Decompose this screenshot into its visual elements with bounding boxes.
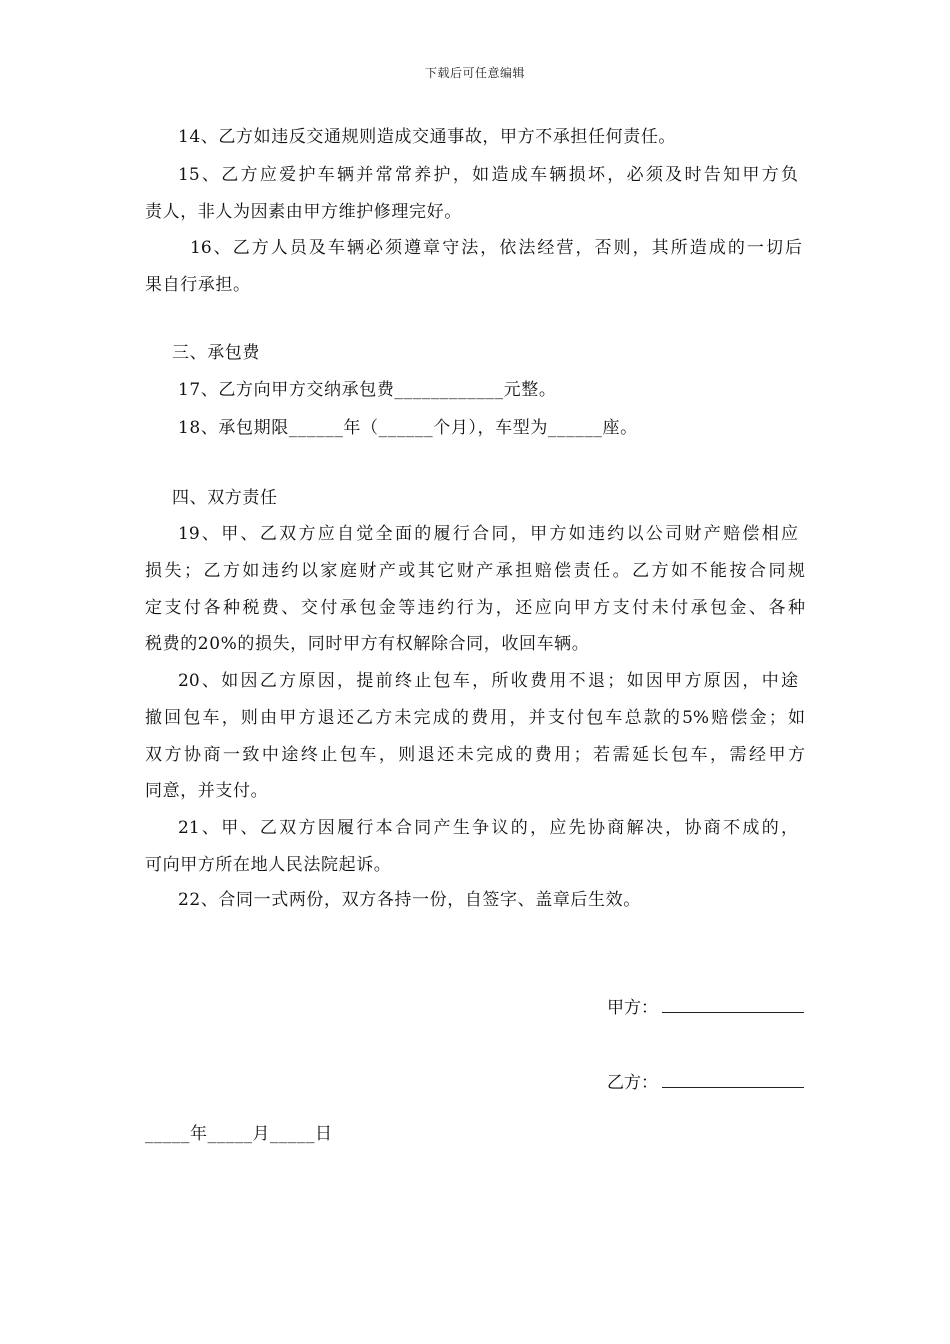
page-header: 下载后可任意编辑 — [424, 66, 525, 80]
signing-date: _____年_____月_____日 — [145, 1124, 333, 1144]
party-a-signature — [607, 998, 804, 1018]
clause-19-line-4: 税费的20%的损失，同时甲方有权解除合同，收回车辆。 — [145, 634, 590, 654]
clause-14: 14、乙方如违反交通规则造成交通事故，甲方不承担任何责任。 — [178, 127, 677, 147]
clause-22: 22、合同一式两份，双方各持一份，自签字、盖章后生效。 — [178, 890, 641, 910]
clause-18: 18、承包期限______年（______个月），车型为______座。 — [178, 418, 638, 438]
clause-20-line-1: 20、如因乙方原因，提前终止包车，所收费用不退；如因甲方原因，中途 — [178, 671, 798, 691]
clause-17: 17、乙方向甲方交纳承包费____________元整。 — [178, 380, 557, 400]
clause-16-line-2: 果自行承担。 — [145, 275, 251, 295]
clause-20-line-4: 同意，并支付。 — [145, 781, 269, 801]
party-b-signature-line[interactable] — [662, 1073, 804, 1088]
clause-19-line-3: 定支付各种税费、交付承包金等违约行为，还应向甲方支付未付承包金、各种 — [145, 598, 805, 618]
party-a-label: 甲方： — [607, 998, 658, 1018]
clause-19-line-2: 损失；乙方如违约以家庭财产或其它财产承担赔偿责任。乙方如不能按合同规 — [145, 561, 805, 581]
clause-21-line-2: 可向甲方所在地人民法院起诉。 — [145, 855, 392, 875]
party-b-label: 乙方： — [607, 1073, 658, 1093]
clause-21-line-1: 21、甲、乙双方因履行本合同产生争议的，应先协商解决，协商不成的， — [178, 818, 798, 838]
section-heading-fee: 三、承包费 — [172, 343, 260, 363]
clause-19-line-1: 19、甲、乙双方应自觉全面的履行合同，甲方如违约以公司财产赔偿相应 — [178, 524, 798, 544]
clause-15-line-1: 15、乙方应爱护车辆并常常养护，如造成车辆损坏，必须及时告知甲方负 — [178, 165, 798, 185]
clause-15-line-2: 责人，非人为因素由甲方维护修理完好。 — [145, 202, 462, 222]
clause-20-line-2: 撤回包车，则由甲方退还乙方未完成的费用，并支付包车总款的5%赔偿金；如 — [145, 708, 805, 728]
party-b-signature — [607, 1073, 804, 1093]
clause-20-line-3: 双方协商一致中途终止包车，则退还未完成的费用；若需延长包车，需经甲方 — [145, 745, 805, 765]
section-heading-responsibility: 四、双方责任 — [172, 488, 278, 508]
party-a-signature-line[interactable] — [662, 998, 804, 1013]
clause-16-line-1: 16、乙方人员及车辆必须遵章守法，依法经营，否则，其所造成的一切后 — [190, 238, 802, 258]
